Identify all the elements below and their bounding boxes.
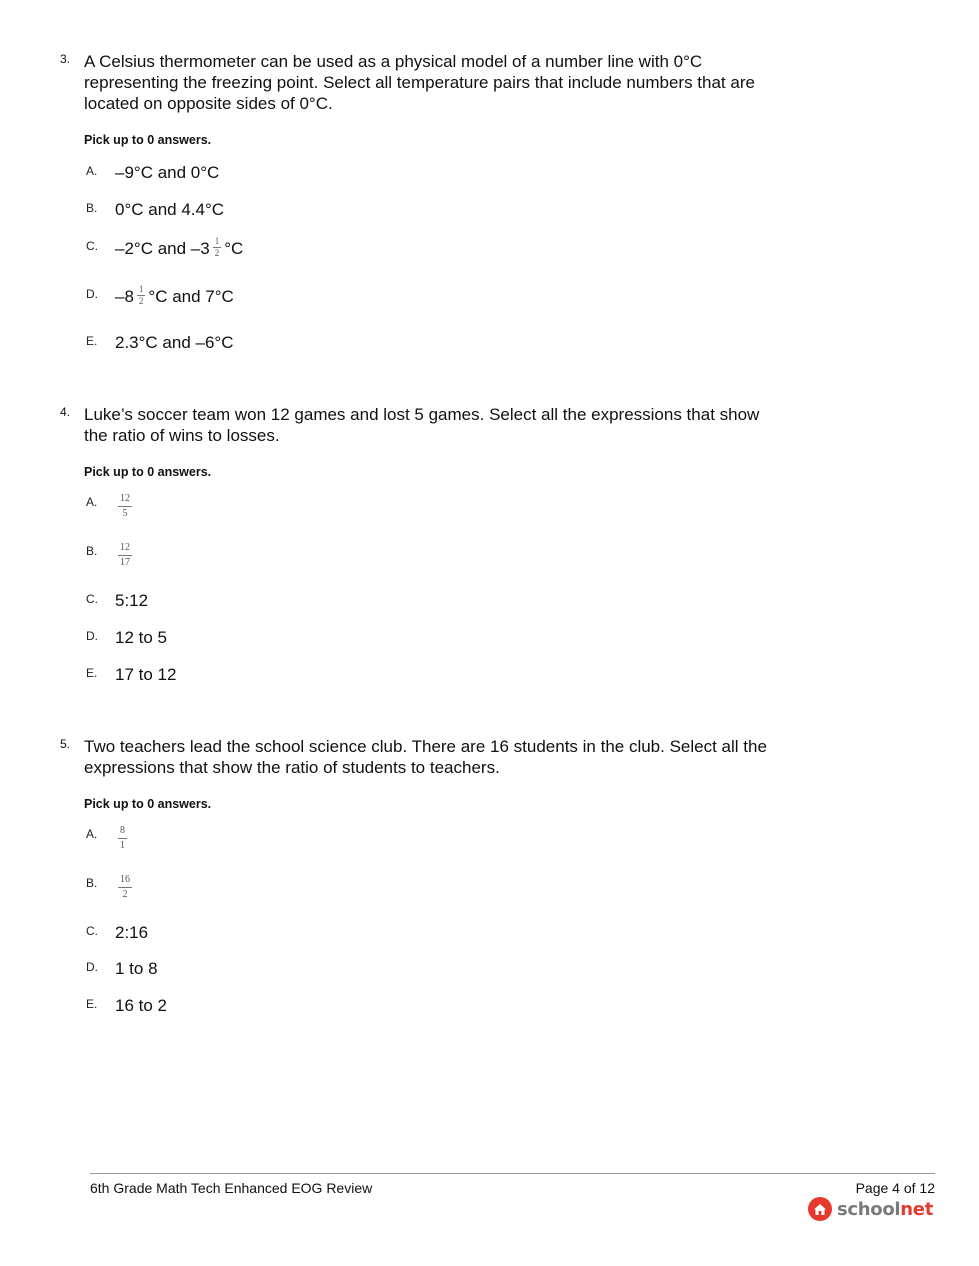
footer-divider <box>90 1173 935 1174</box>
option-letter: B. <box>86 876 98 890</box>
fraction-denominator: 2 <box>122 889 128 900</box>
option-text <box>115 494 135 523</box>
option-text: 16 to 2 <box>115 996 167 1015</box>
option-text-post: °C <box>224 238 244 258</box>
pick-instruction: Pick up to 0 answers. <box>84 133 212 147</box>
fraction <box>137 284 146 307</box>
schoolnet-logo <box>807 1196 933 1222</box>
option-letter: C. <box>86 239 98 253</box>
option-text <box>115 238 243 261</box>
option-text: 2.3°C and –6°C <box>115 333 234 352</box>
option-letter: E. <box>86 666 98 680</box>
pick-instruction: Pick up to 0 answers. <box>84 797 212 811</box>
option-text: –9°C and 0°C <box>115 163 220 182</box>
option-letter: B. <box>86 544 98 558</box>
option-text: 1 to 8 <box>115 959 158 978</box>
fraction-numerator: 1 <box>138 284 144 294</box>
fraction-denominator: 2 <box>214 248 220 258</box>
fraction-denominator: 5 <box>122 508 128 519</box>
option-letter: C. <box>86 592 98 606</box>
option-text: 17 to 12 <box>115 665 177 684</box>
question-number: 3. <box>60 52 71 66</box>
fraction-numerator: 12 <box>118 541 132 556</box>
logo-text-school: school <box>836 1198 901 1220</box>
question-text: A Celsius thermometer can be used as a physical model of a number line with 0°C representing the freezing point. Select all temperature pairs that include numbers that are located on opposite sides of 0°C. <box>84 52 755 113</box>
fraction-denominator: 2 <box>138 296 144 306</box>
fraction <box>118 492 132 521</box>
option-letter: A. <box>86 495 98 509</box>
option-text <box>115 826 130 855</box>
pick-instruction: Pick up to 0 answers. <box>84 465 212 479</box>
option-text: 2:16 <box>115 923 149 942</box>
option-letter: C. <box>86 924 98 938</box>
fraction-denominator: 17 <box>120 557 130 568</box>
fraction <box>213 236 222 259</box>
fraction-numerator: 12 <box>118 492 132 507</box>
option-text <box>115 543 135 572</box>
house-icon <box>807 1196 833 1222</box>
page-number: Page 4 of 12 <box>855 1180 935 1196</box>
option-letter: A. <box>86 827 98 841</box>
option-text: 12 to 5 <box>115 628 167 647</box>
fraction-numerator: 1 <box>214 236 220 246</box>
fraction-numerator: 16 <box>118 873 132 888</box>
fraction <box>118 873 132 902</box>
option-text: 0°C and 4.4°C <box>115 200 225 219</box>
fraction-denominator: 1 <box>120 840 125 851</box>
option-text-pre: –2°C and –3 <box>115 238 210 258</box>
fraction <box>118 824 127 853</box>
option-text: 5:12 <box>115 591 149 610</box>
logo-text-net: net <box>900 1198 933 1220</box>
footer-title: 6th Grade Math Tech Enhanced EOG Review <box>90 1180 373 1196</box>
question-number: 4. <box>60 405 71 419</box>
question-text: Two teachers lead the school science club. There are 16 students in the club. Select all the expressions that show the ratio of students to teachers. <box>84 737 767 777</box>
option-text-post: °C and 7°C <box>148 286 234 306</box>
logo-text <box>837 1199 933 1220</box>
fraction-numerator: 8 <box>118 824 127 839</box>
fraction <box>118 541 132 570</box>
option-letter: E. <box>86 334 98 348</box>
option-text <box>115 286 234 309</box>
question-number: 5. <box>60 737 71 751</box>
option-letter: D. <box>86 960 98 974</box>
option-text-pre: –8 <box>115 286 134 306</box>
option-letter: D. <box>86 629 98 643</box>
option-letter: E. <box>86 997 98 1011</box>
option-text <box>115 875 135 904</box>
option-letter: A. <box>86 164 98 178</box>
question-text: Luke’s soccer team won 12 games and lost 5 games. Select all the expressions that show the ratio of wins to losses. <box>84 405 760 445</box>
option-letter: B. <box>86 201 98 215</box>
option-letter: D. <box>86 287 98 301</box>
